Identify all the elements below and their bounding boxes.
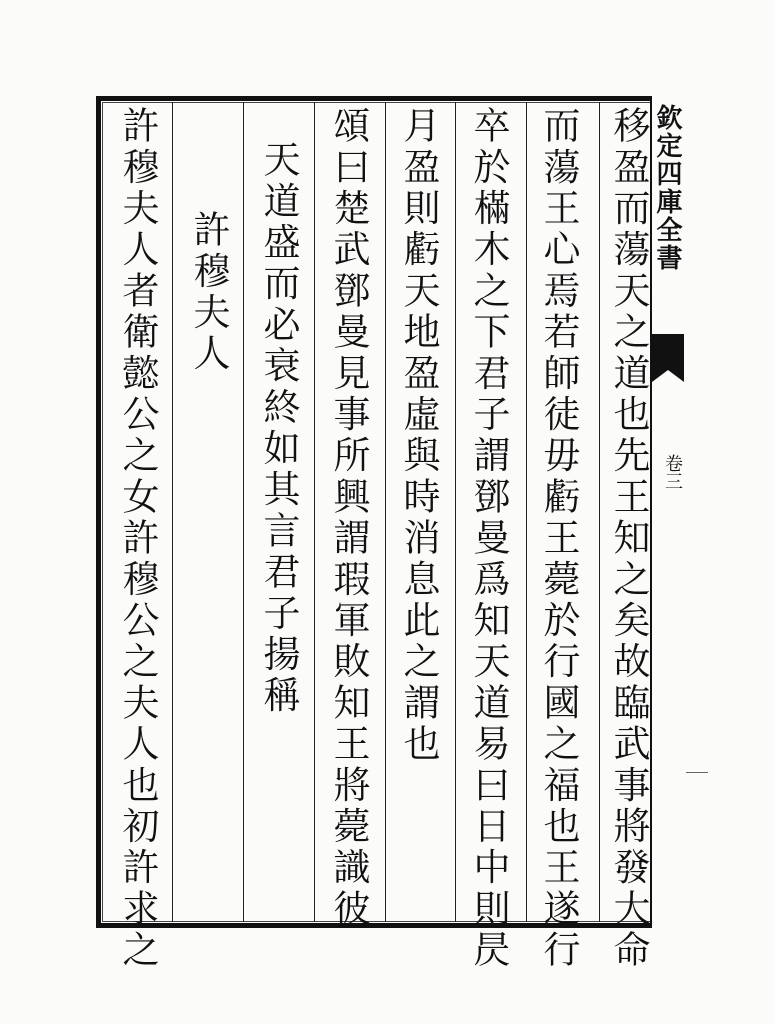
text-column-2: 而蕩王心焉若師徒毋虧王薨於行國之福也王遂行 [537,106,580,972]
edge-book-title: 欽定四庫全書 [652,104,682,272]
section-heading: 許穆夫人 [187,210,230,375]
text-column-6: 天道盛而必衰終如其言君子揚稱 [257,140,300,717]
text-column-3: 卒於樠木之下君子謂鄧曼爲知天道易曰日中則昃 [467,106,510,972]
column-rule [455,102,456,922]
column-rule [599,102,600,922]
text-column-5: 頌曰楚武鄧曼見事所興謂瑕軍敗知王將薨識彼 [327,106,370,930]
fishtail-mark-icon [652,334,684,370]
text-column-4: 月盈則虧天地盈虛與時消息此之謂也 [397,106,440,766]
column-rule [314,102,315,922]
column-rule [172,102,173,922]
column-rule [385,102,386,922]
edge-volume-label: 卷三 [662,454,683,490]
text-column-8: 許穆夫人者衛懿公之女許穆公之夫人也初許求之 [116,106,159,972]
column-rule [243,102,244,922]
edge-tick [686,772,708,773]
text-column-1: 移盈而蕩天之道也先王知之矣故臨武事將發大命 [607,106,650,972]
column-rule [526,102,527,922]
